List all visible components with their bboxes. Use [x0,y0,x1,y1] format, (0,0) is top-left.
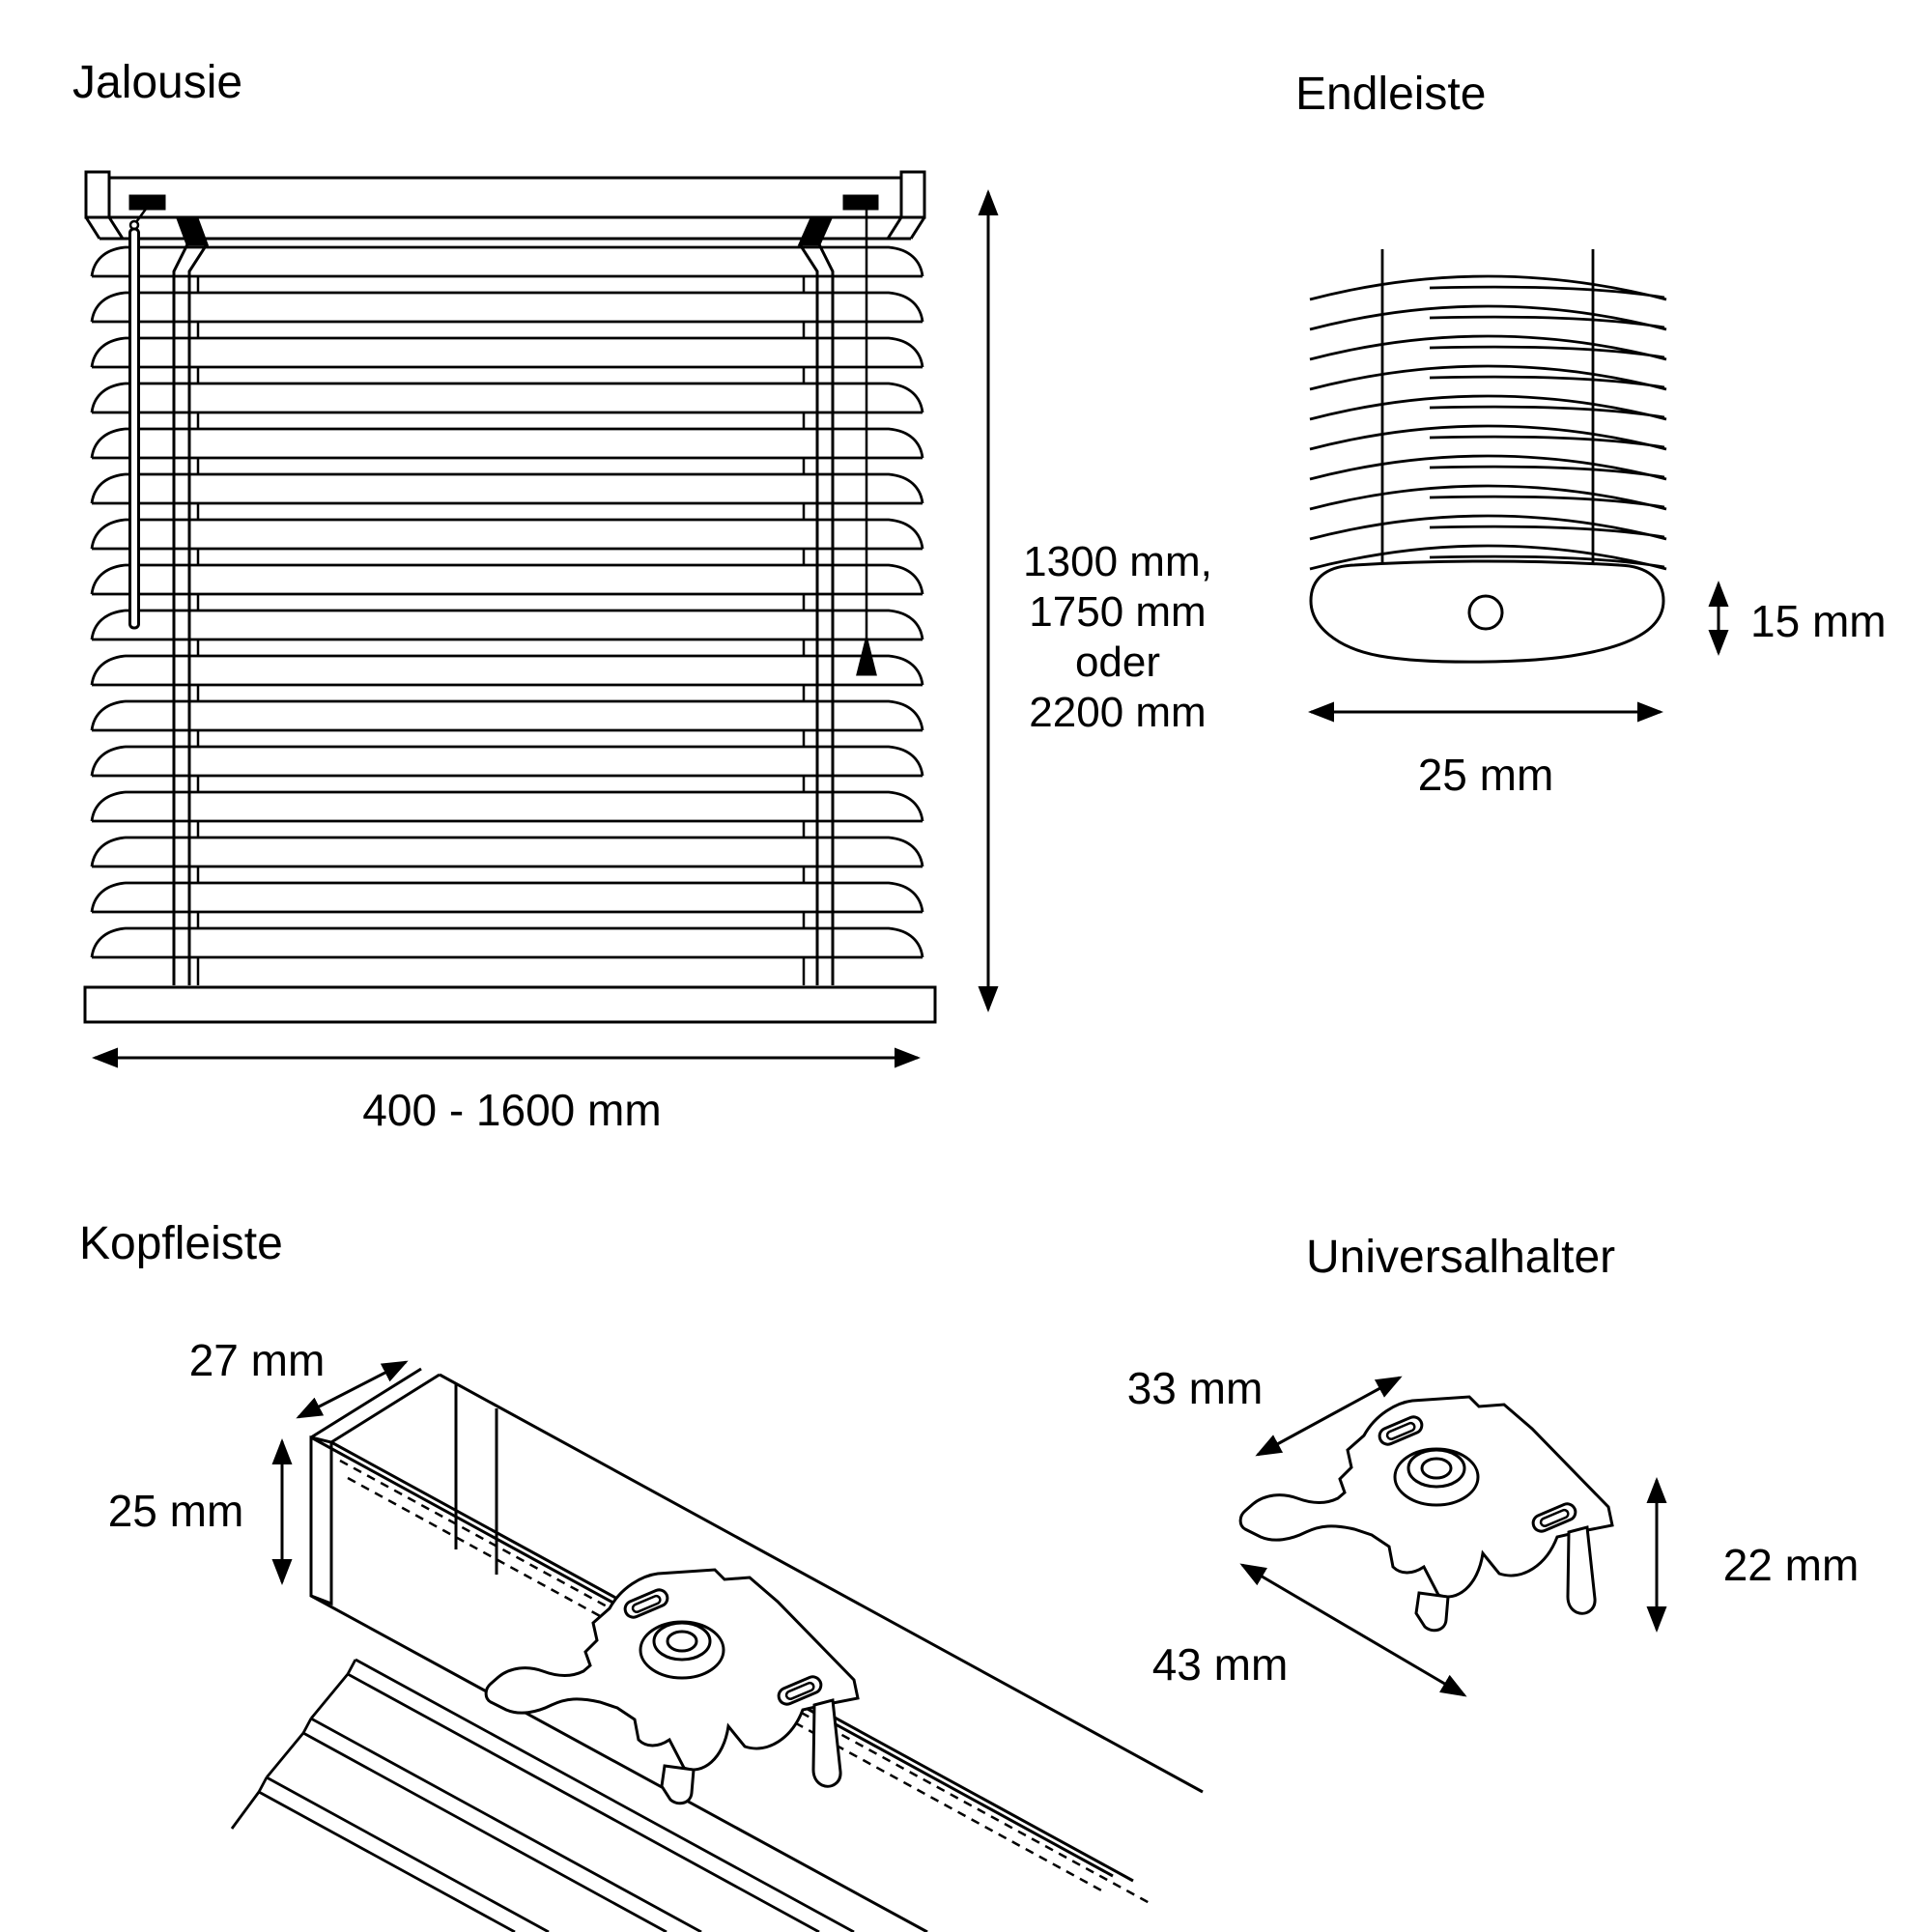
jalousie-height-line-3: oder [1074,639,1161,686]
endleiste-width-label: 25 mm [1417,750,1554,800]
jalousie-drawing [85,172,935,1022]
ladder-tape-left [174,244,207,985]
endleiste-drawing [1310,249,1719,712]
endleiste-height-label: 15 mm [1750,596,1887,646]
universalhalter-drawing [1240,1378,1657,1695]
jalousie-height-line-1: 1300 mm, [1023,538,1212,585]
bottom-bar [85,987,935,1022]
jalousie-width-label: 400 - 1600 mm [362,1085,662,1135]
headrail-underside [86,217,924,239]
tilt-wand [130,229,139,628]
universalhalter-width-label: 33 mm [1126,1363,1264,1413]
ladder-clip-right [800,218,831,244]
ladder-clip-left [178,218,207,244]
mounted-universal-bracket [486,1570,858,1804]
kopfleiste-depth-label: 27 mm [188,1335,326,1385]
jalousie-height-line-4: 2200 mm [1029,689,1207,736]
endleiste-slat-arcs [1310,276,1666,569]
universalhalter-depth-label: 43 mm [1151,1639,1289,1690]
headrail-endcap-right [901,172,924,217]
cord-clip [844,196,877,209]
jalousie-title: Jalousie [72,57,243,108]
rail-end-face [311,1437,331,1604]
headrail [109,178,901,217]
endleiste-title: Endleiste [1295,69,1487,120]
slats [92,247,923,957]
headrail-endcap-left [86,172,109,217]
universalhalter-height-label: 22 mm [1722,1540,1860,1590]
jalousie-height-label [1023,537,1212,738]
kopfleiste-drawing [232,1362,1203,1932]
kopfleiste-title: Kopfleiste [79,1218,283,1269]
universalhalter-title: Universalhalter [1306,1232,1616,1283]
kopfleiste-height-label: 25 mm [107,1486,244,1536]
jalousie-height-line-2: 1750 mm [1029,588,1207,636]
endleiste-bottom-bar [1311,561,1663,662]
